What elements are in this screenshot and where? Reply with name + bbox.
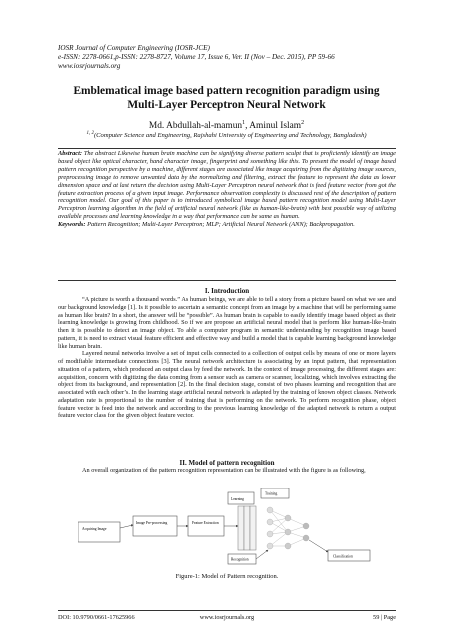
neural-network bbox=[267, 507, 309, 549]
title-line-1: Emblematical image based pattern recognition paradigm using bbox=[73, 85, 380, 97]
box-recognition bbox=[228, 554, 256, 564]
paper-title bbox=[38, 84, 415, 112]
author-separator: , Aminul Islam bbox=[245, 121, 302, 132]
label-training: Training bbox=[265, 491, 278, 496]
box-training bbox=[261, 488, 289, 498]
abstract-label: Abstract: bbox=[58, 150, 82, 157]
box-feature bbox=[188, 516, 224, 536]
abstract-text: The abstract Likewise human brain machine can be signifying diverse pattern sculpt that is proficiently identify an image based object like optical character, hand character image, fingerprint and something like this. To present the model of image based pattern recognition perspective by a machine, different stages are associated like image acquiring from the digitizing image sources, preprocessing image to remove unwanted data by the normalizing and filtering, extract the feature to represent the data as lower dimension space and at last return the decision using Multi-Layer Perceptron neural network that is feed feature vector from got the feature extraction process of a given input image. Performance observation complexity is discussed rest of the description of pattern recognition model. Our goal of this paper is to introduced symbolical image based pattern recognition model using Multi-Layer Perceptron learning algorithm in the field of artificial neural network (like as human-like-brain) with best possible way of utilizing available processes and learning knowledge in a way that performance can be same as human. bbox=[58, 150, 396, 221]
footer-site[interactable]: www.iosrjournals.org bbox=[199, 614, 255, 621]
box-classification bbox=[328, 550, 370, 561]
footer-doi: DOI: 10.9790/0661-17625966 bbox=[58, 614, 135, 621]
section-1-paragraph-2: Layered neural networks involve a set of input cells connected to a collection of output cells by means of one or more layers of modifiable intermediate connections [3]. The neural network architecture is associating by an input pattern, that representation situation of a pattern, which produced an output class by feed the network. In the context of image processing, the different stages are: acquisition, concern with digitizing the data coming from a sensor such as camera or scanner, localizing, which involves extracting the object from its background, and representation [2]. In the final decision stage, consist of two phases learning and recognition that are associated with each other’s. In the learning stage artificial neural network is adapted by the training of known object classes. Network adaptation rate is proportional to the number of training that is performing on the network. To perform recognition phase, object feature vector is feed into the network and according to the previous learning knowledge of the adapted network is return a output feature vector class for the given object feature vector. bbox=[58, 350, 396, 420]
box-learning bbox=[228, 492, 254, 504]
label-acquiring: Acquiring Image bbox=[82, 527, 107, 531]
arrow-net-class bbox=[309, 540, 328, 552]
label-recognition: Recognition bbox=[231, 557, 249, 562]
affiliation-sup: 1, 2 bbox=[86, 131, 94, 136]
keywords-text: Pattern Recognition; Multi-Layer Perceptron; MLP; Artificial Neural Network (ANN); Backpropagation. bbox=[87, 221, 355, 229]
section-2-heading: II. Model of pattern recognition bbox=[179, 459, 275, 467]
abstract-bottom-rule bbox=[58, 280, 396, 281]
section-2-body bbox=[58, 467, 396, 475]
footer-rule bbox=[58, 610, 396, 611]
section-1-body bbox=[58, 296, 396, 420]
label-preprocessing: Image Pre-processing bbox=[136, 521, 168, 525]
affiliation-text: (Computer Science and Engineering, Rajshahi University of Engineering and Technology, Bangladesh) bbox=[93, 132, 367, 140]
section-1-paragraph-1: “A picture is worth a thousand words.” As human beings, we are able to tell a story from a picture based on what we see and our background knowledge [1]. Is it possible to ascertain a semantic concept from an image by a machine that will be performing same as human like brain? In a short, the answer will be “possible”. As human brain is capable to easily identify image based object as their learning knowledge is growing from childhood. So if we are propose an artificial neural model that is perform like human-like-brain then it is possible to detect an image object. To able a computer program in semantic understanding by recognition image based pattern, it is need to extract visual feature efficient and effective way and build a model that is capable learning background knowledge like human brain. bbox=[58, 296, 396, 350]
author-1: Md. Abdullah-al-mamun bbox=[148, 121, 243, 132]
journal-issn: e-ISSN: 2278-0661,p-ISSN: 2278-8727, Volume 17, Issue 6, Ver. II (Nov – Dec. 2015), PP 59-66 bbox=[58, 53, 335, 62]
title-line-2: Multi-Layer Perceptron Neural Network bbox=[127, 99, 326, 111]
figure-pattern-recognition-model bbox=[78, 488, 374, 573]
figure-caption: Figure-1: Model of Pattern recognition. bbox=[175, 573, 279, 580]
journal-name: IOSR Journal of Computer Engineering (IOSR-JCE) bbox=[58, 44, 210, 52]
author-2-sup: 2 bbox=[301, 120, 305, 126]
feature-vector-stack bbox=[238, 506, 256, 550]
label-feature: Feature Extraction bbox=[192, 521, 219, 525]
box-acquiring bbox=[78, 522, 120, 542]
abstract-top-rule bbox=[58, 148, 396, 149]
author-1-sup: 1 bbox=[242, 120, 246, 126]
section-1-heading: I. Introduction bbox=[204, 287, 250, 295]
journal-url[interactable]: www.iosrjournals.org bbox=[58, 62, 121, 71]
arrow-recog-net bbox=[256, 550, 268, 559]
section-2-paragraph-1: An overall organization of the pattern recognition representation can be illustrated with the figure is as following, bbox=[82, 467, 366, 474]
arrow-acq-pre bbox=[120, 525, 133, 528]
label-classification: Classification bbox=[333, 554, 353, 559]
label-learning: Learning bbox=[231, 497, 244, 501]
abstract-block bbox=[58, 150, 396, 229]
journal-header bbox=[58, 44, 398, 72]
keywords-label: Keywords: bbox=[58, 221, 86, 229]
affiliation bbox=[38, 130, 415, 140]
box-preprocessing bbox=[133, 516, 177, 536]
footer-page: 59 | Page bbox=[373, 614, 396, 621]
